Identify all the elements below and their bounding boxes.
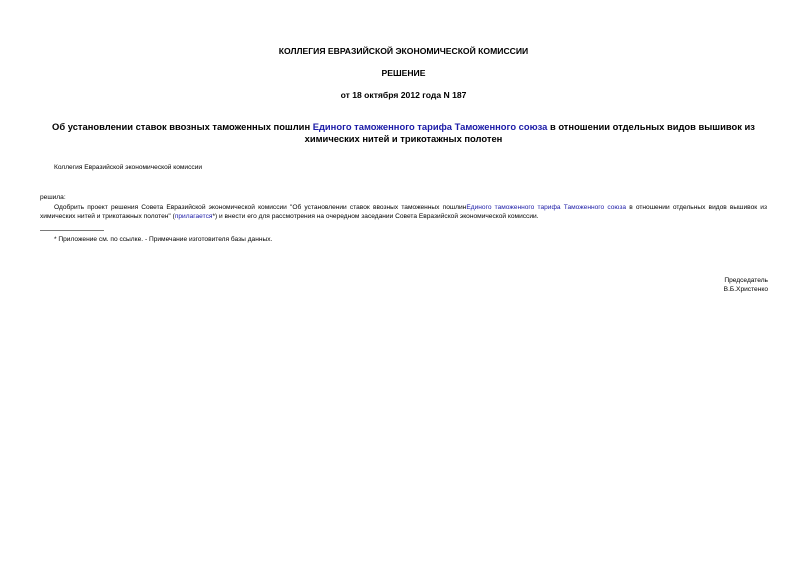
organization-heading: КОЛЛЕГИЯ ЕВРАЗИЙСКОЙ ЭКОНОМИЧЕСКОЙ КОМИССИИ bbox=[278, 46, 529, 56]
decision-paragraph bbox=[40, 203, 767, 221]
signatory-position: Председатель bbox=[724, 277, 768, 284]
title-text-part2: в отношении отдельных видов вышивок из химических нитей и трикотажных полотен bbox=[304, 121, 755, 144]
paragraph-text-part1: Одобрить проект решения Совета Евразийской экономической комиссии "Об установлении ставок ввозных таможенных пошлин bbox=[54, 204, 467, 211]
title-text-part1: Об установлении ставок ввозных таможенных пошлин bbox=[52, 121, 313, 132]
issuing-authority: Коллегия Евразийской экономической комиссии bbox=[54, 164, 203, 171]
paragraph-text-part2: в отношении отдельных видов вышивок из химических нитей и трикотажных полотен" ( bbox=[40, 204, 767, 220]
document-date-number: от 18 октября 2012 года N 187 bbox=[340, 90, 467, 100]
paragraph-text-part3: *) и внести его для рассмотрения на очередном заседании Совета Евразийской экономической комиссии. bbox=[212, 213, 539, 220]
signatory-name: В.Б.Христенко bbox=[723, 286, 768, 293]
document-type-heading: РЕШЕНИЕ bbox=[381, 68, 426, 78]
document-title bbox=[40, 121, 767, 145]
footnote-divider bbox=[40, 230, 104, 231]
paragraph-tariff-link[interactable]: Единого таможенного тарифа Таможенного союза bbox=[466, 204, 627, 211]
paragraph-attachment-link[interactable]: прилагается bbox=[174, 213, 213, 220]
title-tariff-link[interactable]: Единого таможенного тарифа Таможенного союза bbox=[312, 121, 548, 132]
signature-block bbox=[600, 276, 768, 294]
footnote-text: * Приложение см. по ссылке. - Примечание изготовителя базы данных. bbox=[54, 236, 273, 243]
resolved-label: решила: bbox=[40, 194, 66, 201]
